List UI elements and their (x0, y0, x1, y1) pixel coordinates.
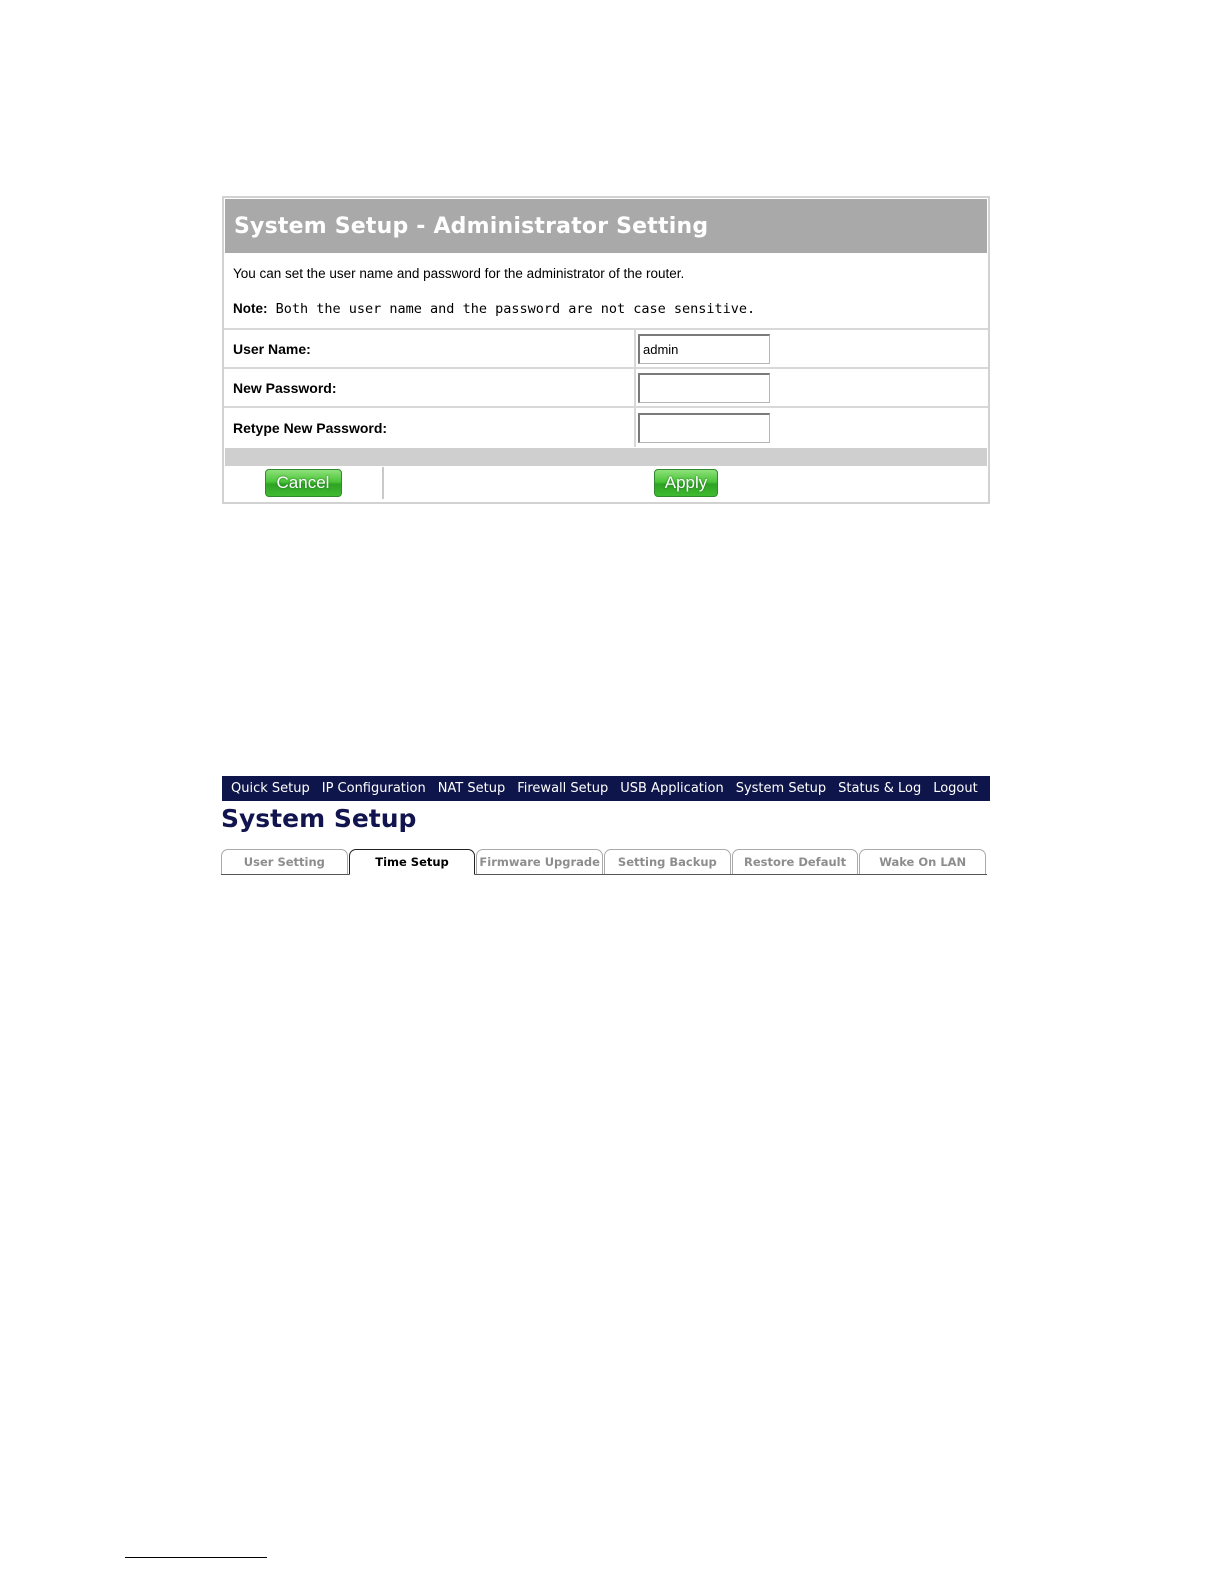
description-text: You can set the user name and password for the administrator of the router. (233, 266, 685, 281)
divider-strip (225, 448, 987, 466)
tab-time-setup[interactable]: Time Setup (349, 849, 476, 875)
retype-password-label: Retype New Password: (224, 408, 636, 447)
page-title: System Setup (221, 804, 417, 833)
footnote-rule (125, 1557, 267, 1558)
nav-quick-setup[interactable]: Quick Setup (231, 781, 310, 796)
panel-title: System Setup - Administrator Setting (225, 199, 987, 253)
user-name-label: User Name: (224, 330, 636, 367)
note-text: Both the user name and the password are not case sensitive. (267, 301, 756, 317)
top-navigation (222, 776, 990, 801)
retype-password-input[interactable] (638, 413, 770, 443)
tab-strip (221, 849, 987, 875)
admin-setting-panel (222, 196, 990, 504)
note-label: Note: (233, 301, 268, 316)
tab-wake-on-lan[interactable]: Wake On LAN (859, 849, 986, 874)
nav-system-setup[interactable]: System Setup (735, 781, 827, 796)
nav-status-log[interactable]: Status & Log (838, 781, 922, 796)
tab-user-setting[interactable]: User Setting (221, 849, 348, 874)
note-line (233, 301, 979, 317)
user-name-input[interactable] (638, 334, 770, 364)
tab-restore-default[interactable]: Restore Default (732, 849, 859, 874)
nav-nat-setup[interactable]: NAT Setup (437, 781, 506, 796)
new-password-row (224, 369, 988, 408)
apply-button[interactable]: Apply (654, 469, 718, 497)
user-name-row (224, 330, 988, 369)
button-row (224, 467, 988, 499)
nav-ip-configuration[interactable]: IP Configuration (321, 781, 426, 796)
new-password-input[interactable] (638, 373, 770, 403)
nav-firewall-setup[interactable]: Firewall Setup (517, 781, 609, 796)
nav-logout[interactable]: Logout (933, 781, 978, 796)
nav-usb-application[interactable]: USB Application (620, 781, 724, 796)
new-password-label: New Password: (224, 369, 636, 406)
tab-firmware-upgrade[interactable]: Firmware Upgrade (476, 849, 603, 874)
cancel-button[interactable]: Cancel (265, 469, 342, 497)
retype-password-row (224, 408, 988, 447)
tab-setting-backup[interactable]: Setting Backup (604, 849, 731, 874)
panel-description (224, 254, 988, 330)
